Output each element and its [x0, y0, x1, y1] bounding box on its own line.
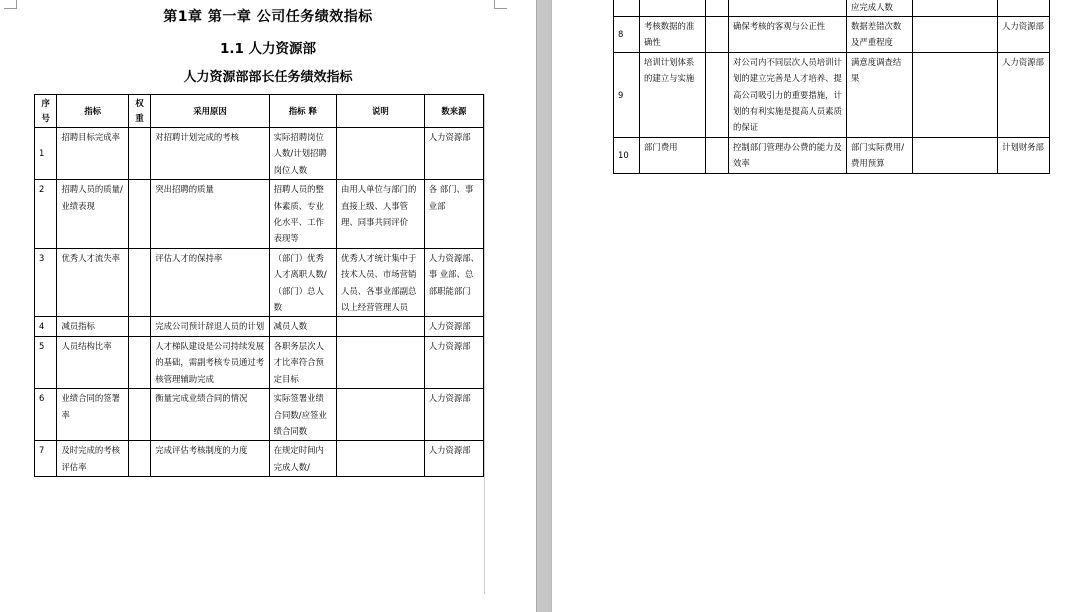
cell-weight — [128, 248, 150, 317]
cell-note: 由用人单位与部门的直接上级、人事管理、同事共同评价 — [337, 180, 425, 249]
cell-reason: 评估人才的保持率 — [151, 248, 269, 317]
header-source: 数来源 — [424, 95, 483, 128]
cell-definition: 应完成人数 — [847, 0, 913, 17]
cell-reason: 人才梯队建设是公司持续发展的基础，需副考核专员通过考核管理辅助完成 — [151, 336, 269, 388]
cell-source: 人力资源部、事 业部、总部职能部门 — [424, 248, 483, 317]
cell-source — [998, 0, 1050, 17]
cell-indicator: 业绩合同的签署率 — [57, 389, 128, 441]
cell-reason: 突出招聘的质量 — [151, 180, 269, 249]
header-weight: 权重 — [128, 95, 150, 128]
table-row — [35, 180, 484, 249]
cell-weight — [128, 389, 150, 441]
header-note: 说明 — [337, 95, 425, 128]
cell-no: 8 — [614, 17, 640, 53]
cell-note — [337, 441, 425, 477]
cell-weight — [706, 137, 729, 173]
cell-note — [913, 52, 998, 137]
cell-indicator: 培训计划体系的建立与实施 — [640, 52, 706, 137]
kpi-table-left — [34, 94, 484, 477]
document-page-right — [552, 0, 1080, 612]
cell-no: 4 — [35, 317, 57, 336]
cell-weight — [706, 52, 729, 137]
cell-source: 人力资源部 — [424, 317, 483, 336]
cell-note — [337, 317, 425, 336]
cell-note — [913, 17, 998, 53]
cell-no: 10 — [614, 137, 640, 173]
cell-no — [614, 0, 640, 17]
cell-definition: 满意度调查结果 — [847, 52, 913, 137]
cell-source: 人力资源部 — [998, 17, 1050, 53]
table-row — [614, 17, 1050, 53]
cell-reason: 对招聘计划完成的考核 — [151, 128, 269, 180]
document-page-left — [0, 0, 536, 612]
cell-note — [913, 137, 998, 173]
cell-indicator: 考核数据的准确性 — [640, 17, 706, 53]
cell-weight — [128, 128, 150, 180]
table-row — [35, 336, 484, 388]
cell-note — [913, 0, 998, 17]
cell-weight — [128, 441, 150, 477]
cell-weight — [128, 317, 150, 336]
cell-indicator: 及时完成的考核评估率 — [57, 441, 128, 477]
cell-definition: 数据差错次数及严重程度 — [847, 17, 913, 53]
cell-reason: 确保考核的客观与公正性 — [729, 17, 847, 53]
cell-indicator: 招聘目标完成率 — [57, 128, 128, 180]
cell-source: 人力资源部 — [424, 441, 483, 477]
cell-no: 5 — [35, 336, 57, 388]
table-row — [35, 317, 484, 336]
cell-indicator: 人员结构比率 — [57, 336, 128, 388]
table-row — [35, 441, 484, 477]
cell-note: 优秀人才统计集中于技术人员、市场营销人员、各事业部副总以上经营管理人员 — [337, 248, 425, 317]
header-reason: 采用原因 — [151, 95, 269, 128]
cell-reason: 对公司内不同层次人员培训计划的建立完善是人才培养、提高公司吸引力的重要措施，计划的有利实施是提高人员素质的保证 — [729, 52, 847, 137]
cell-note — [337, 389, 425, 441]
table-row — [614, 52, 1050, 137]
cell-definition: 招聘人员的整体素质、专业化水平、工作表现等 — [269, 180, 336, 249]
cell-no: 2 — [35, 180, 57, 249]
table-row — [35, 248, 484, 317]
cell-no: 9 — [614, 52, 640, 137]
cell-indicator: 招聘人员的质量/业绩表现 — [57, 180, 128, 249]
cell-no: 7 — [35, 441, 57, 477]
cell-source: 计划财务部 — [998, 137, 1050, 173]
cell-definition: 实际签署业绩合同数/应签业绩合同数 — [269, 389, 336, 441]
table-caption: 人力资源部部长任务绩效指标 — [183, 70, 353, 85]
cell-source: 人力资源部 — [998, 52, 1050, 137]
cell-reason: 控制部门管理办公费的能力及效率 — [729, 137, 847, 173]
chapter-title: 第1章 第一章 公司任务绩效指标 — [163, 9, 373, 25]
table-row — [35, 128, 484, 180]
cell-weight — [706, 0, 729, 17]
cell-definition: 实际招聘岗位人数/计划招聘岗位人数 — [269, 128, 336, 180]
kpi-table-right — [613, 0, 1050, 174]
cell-reason: 衡量完成业绩合同的情况 — [151, 389, 269, 441]
cell-weight — [128, 336, 150, 388]
cell-indicator: 部门费用 — [640, 137, 706, 173]
table-row — [614, 137, 1050, 173]
cell-source: 人力资源部 — [424, 336, 483, 388]
table-row — [35, 389, 484, 441]
cell-source: 人力资源部 — [424, 128, 483, 180]
cell-definition: 在规定时间内完成人数/ — [269, 441, 336, 477]
cell-note — [337, 336, 425, 388]
table-row — [614, 0, 1050, 17]
cell-weight — [128, 180, 150, 249]
cell-source: 各 部门、事业部 — [424, 180, 483, 249]
cell-no: 3 — [35, 248, 57, 317]
cell-definition: 减员人数 — [269, 317, 336, 336]
cell-no: 6 — [35, 389, 57, 441]
table-header-row — [35, 95, 484, 128]
cell-indicator — [640, 0, 706, 17]
page-margin-line — [484, 94, 485, 594]
cell-indicator: 优秀人才流失率 — [57, 248, 128, 317]
cell-reason: 完成评估考核制度的力度 — [151, 441, 269, 477]
header-indicator: 指标 — [57, 95, 128, 128]
cell-note — [337, 128, 425, 180]
cell-definition: 部门实际费用/费用预算 — [847, 137, 913, 173]
header-seq: 序号 — [35, 95, 57, 128]
section-title: 1.1 人力资源部 — [219, 41, 317, 57]
header-definition: 指标 释 — [269, 95, 336, 128]
cell-no: 1 — [35, 128, 57, 180]
cell-reason — [729, 0, 847, 17]
cell-definition: （部门）优秀人才离职人数/（部门）总人数 — [269, 248, 336, 317]
cell-definition: 各职务层次人才比率符合预定目标 — [269, 336, 336, 388]
cell-weight — [706, 17, 729, 53]
cell-source: 人力资源部 — [424, 389, 483, 441]
cell-reason: 完成公司预计辞退人员的计划 — [151, 317, 269, 336]
page-gap — [536, 0, 552, 612]
cell-indicator: 减员指标 — [57, 317, 128, 336]
